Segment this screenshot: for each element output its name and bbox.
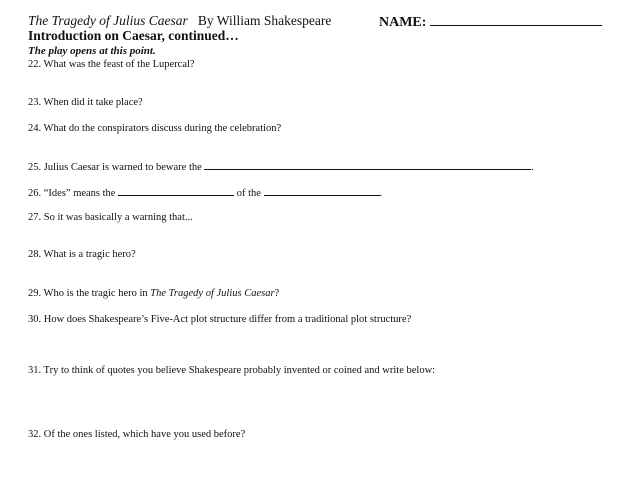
question-29-play-title: The Tragedy of Julius Caesar <box>150 288 275 299</box>
question-26-text: 26. “Ides” means the <box>28 188 116 199</box>
question-26-blank-2 <box>264 186 380 196</box>
section-subtitle: Introduction on Caesar, continued… <box>28 28 239 43</box>
question-30: 30. How does Shakespeare’s Five-Act plot structure differ from a traditional plot structure? <box>28 314 412 325</box>
question-24: 24. What do the conspirators discuss during the celebration? <box>28 123 282 134</box>
section-note: The play opens at this point. <box>28 45 156 57</box>
question-23: 23. When did it take place? <box>28 97 143 108</box>
worksheet-title <box>28 13 331 29</box>
question-26-period: . <box>379 188 383 199</box>
question-26-blank-1 <box>118 186 234 196</box>
question-25-period: . <box>531 162 535 173</box>
question-29 <box>28 288 279 299</box>
question-22: 22. What was the feast of the Lupercal? <box>28 59 195 70</box>
question-32: 32. Of the ones listed, which have you used before? <box>28 429 246 440</box>
question-29-mark: ? <box>274 288 280 299</box>
question-26-middle: of the <box>236 188 261 199</box>
play-title: The Tragedy of Julius Caesar <box>28 13 188 28</box>
question-26 <box>28 186 382 199</box>
name-blank-line <box>430 12 602 26</box>
question-25-text: 25. Julius Caesar is warned to beware the <box>28 162 202 173</box>
question-25 <box>28 160 534 173</box>
question-31: 31. Try to think of quotes you believe Shakespeare probably invented or coined and write below: <box>28 365 436 376</box>
question-25-blank <box>204 160 531 170</box>
question-27: 27. So it was basically a warning that... <box>28 212 193 223</box>
question-29-text: 29. Who is the tragic hero in <box>28 288 148 299</box>
name-field <box>379 12 602 31</box>
author-byline: By William Shakespeare <box>197 13 332 28</box>
name-label: NAME: <box>379 15 427 30</box>
question-28: 28. What is a tragic hero? <box>28 249 136 260</box>
